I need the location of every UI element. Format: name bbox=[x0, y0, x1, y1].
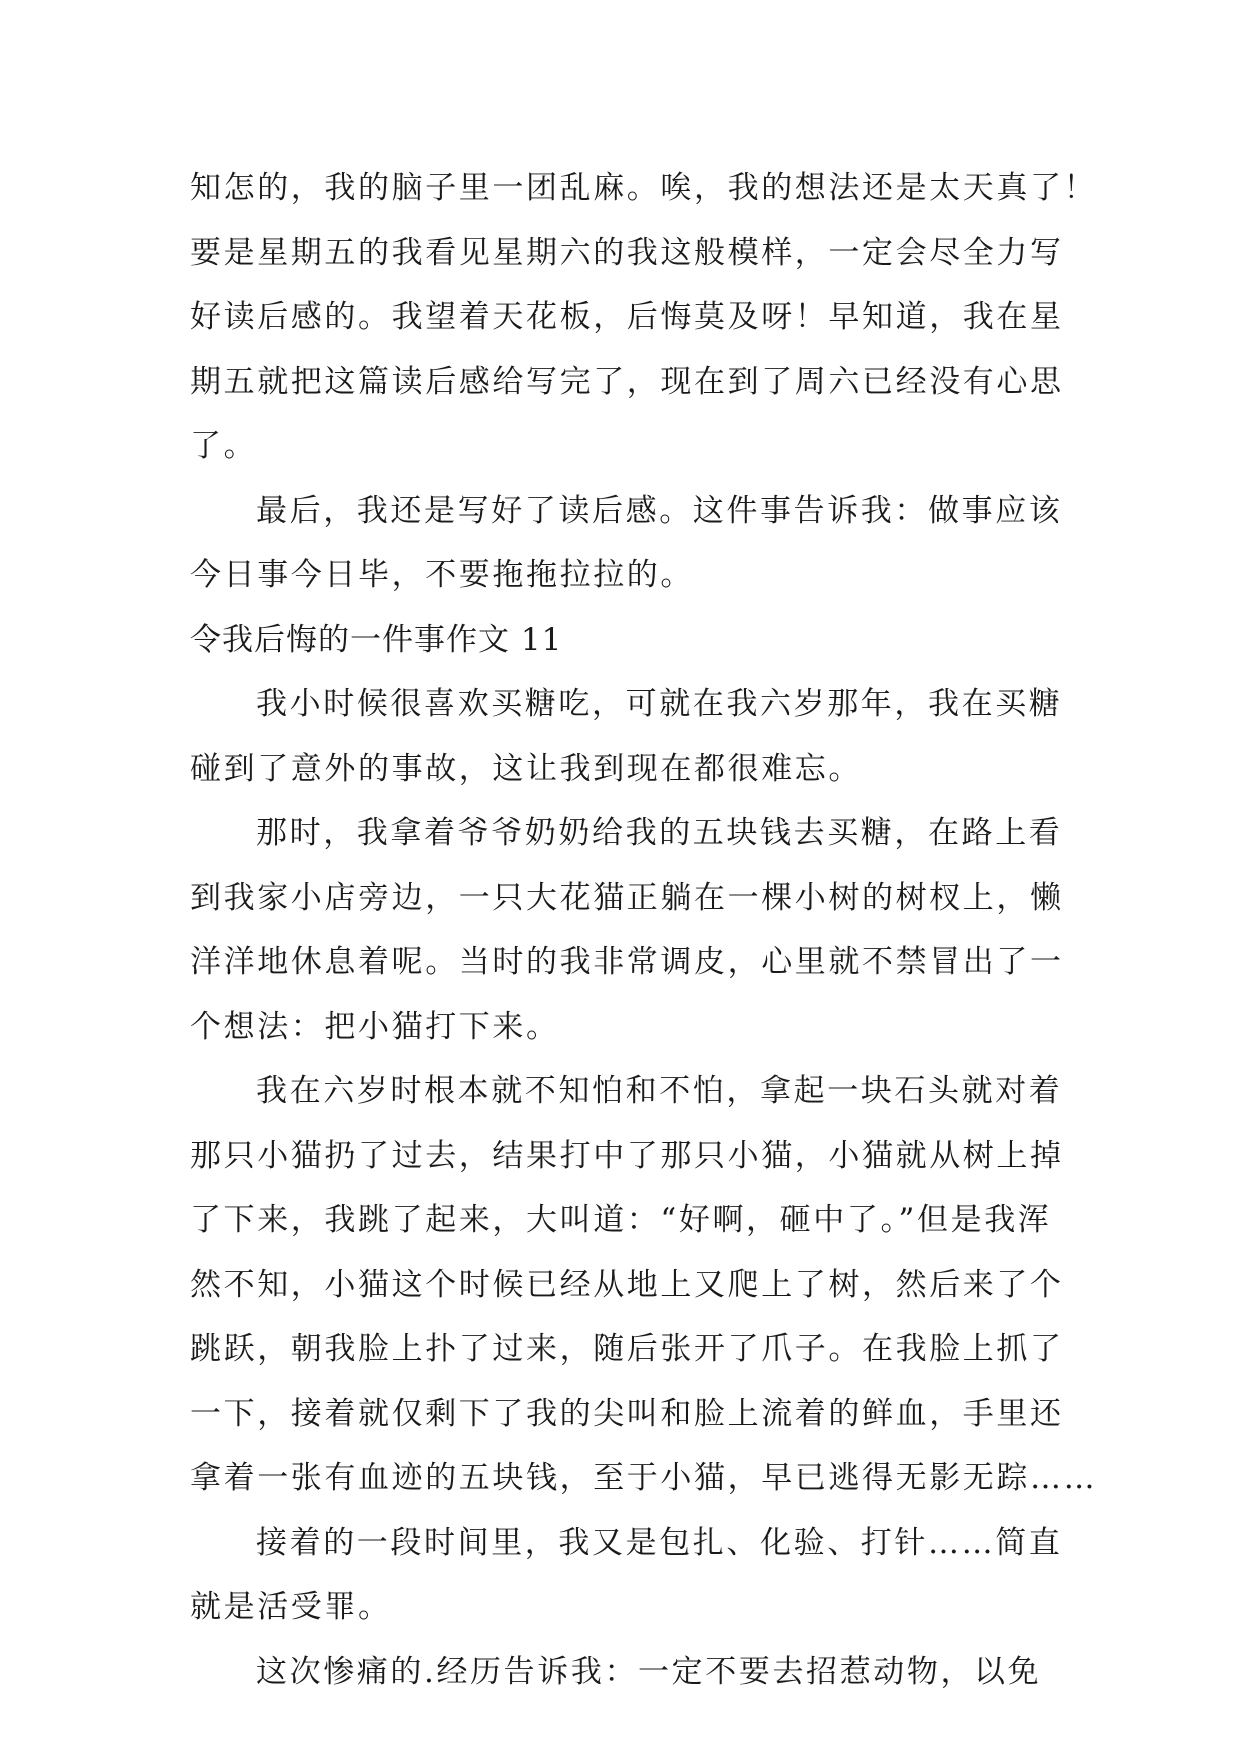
paragraph-start-line: 我在六岁时根本就不知怕和不怕，拿起一块石头就对着 bbox=[256, 1073, 1063, 1109]
text-line: 了下来，我跳了起来，大叫道：“好啊，砸中了。”但是我浑 bbox=[190, 1202, 1052, 1238]
paragraph-start-line: 那时，我拿着爷爷奶奶给我的五块钱去买糖，在路上看 bbox=[256, 815, 1063, 851]
text-line: 跳跃，朝我脸上扑了过来，随后张开了爪子。在我脸上抓了 bbox=[190, 1331, 1064, 1367]
text-line: 好读后感的。我望着天花板，后悔莫及呀！早知道，我在星 bbox=[190, 299, 1064, 335]
essay-text bbox=[190, 156, 1098, 1704]
text-line: 然不知，小猫这个时候已经从地上又爬上了树，然后来了个 bbox=[190, 1266, 1064, 1303]
text-line: 到我家小店旁边，一只大花猫正躺在一棵小树的树杈上，懒 bbox=[190, 879, 1064, 916]
text-line: 今日事今日毕，不要拖拖拉拉的。 bbox=[190, 557, 694, 593]
paragraph-start-line: 我小时候很喜欢买糖吃，可就在我六岁那年，我在买糖 bbox=[256, 686, 1063, 722]
essay-heading: 令我后悔的一件事作文 11 bbox=[190, 621, 563, 658]
paragraph-start-line: 这次惨痛的.经历告诉我：一定不要去招惹动物，以免 bbox=[256, 1653, 1042, 1690]
text-line: 碰到了意外的事故，这让我到现在都很难忘。 bbox=[190, 750, 862, 787]
text-line: 了。 bbox=[190, 428, 258, 464]
text-line: 一下，接着就仅剩下了我的尖叫和脸上流着的鲜血，手里还 bbox=[190, 1395, 1064, 1432]
text-line: 拿着一张有血迹的五块钱，至于小猫，早已逃得无影无踪…… bbox=[190, 1460, 1098, 1496]
text-line: 知怎的，我的脑子里一团乱麻。唉，我的想法还是太天真了！ bbox=[190, 170, 1098, 206]
paragraph-start-line: 最后，我还是写好了读后感。这件事告诉我：做事应该 bbox=[256, 492, 1063, 529]
paragraph-start-line: 接着的一段时间里，我又是包扎、化验、打针……简直 bbox=[256, 1524, 1063, 1561]
text-line: 个想法：把小猫打下来。 bbox=[190, 1008, 560, 1045]
text-line: 期五就把这篇读后感给写完了，现在到了周六已经没有心思 bbox=[190, 363, 1064, 400]
text-line: 就是活受罪。 bbox=[190, 1589, 392, 1625]
text-line: 那只小猫扔了过去，结果打中了那只小猫，小猫就从树上掉 bbox=[190, 1137, 1064, 1174]
text-line: 要是星期五的我看见星期六的我这般模样，一定会尽全力写 bbox=[190, 234, 1064, 271]
text-line: 洋洋地休息着呢。当时的我非常调皮，心里就不禁冒出了一 bbox=[190, 944, 1064, 980]
